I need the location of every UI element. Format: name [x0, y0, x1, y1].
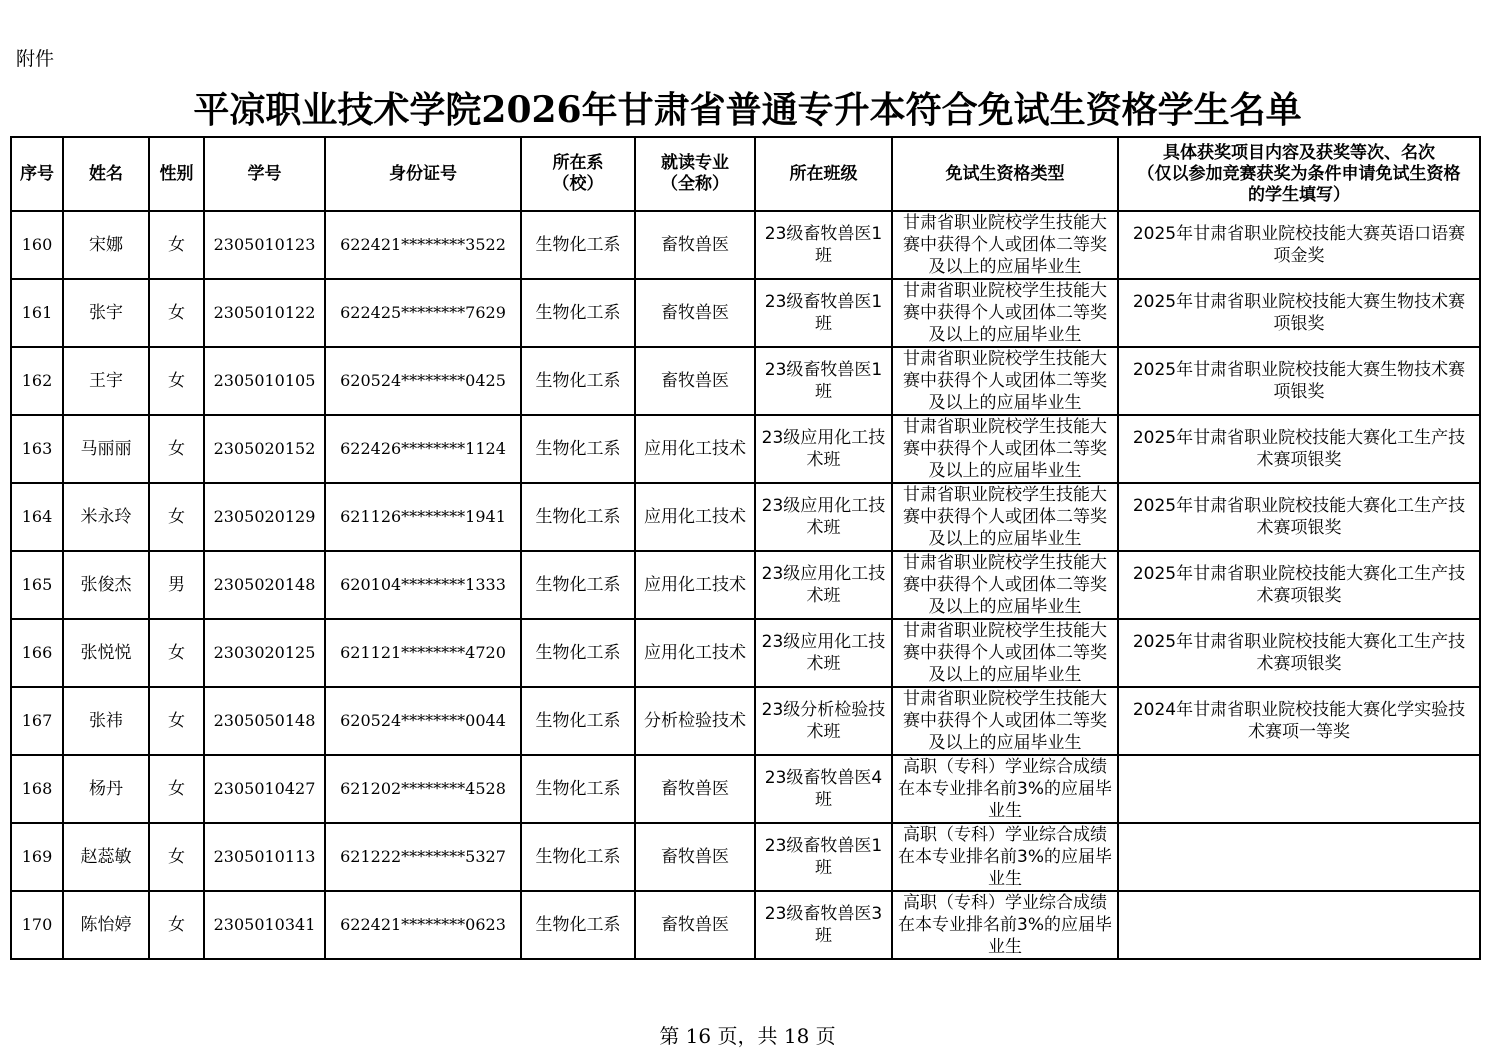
- table-body: [11, 211, 1480, 959]
- cell-department: 生物化工系: [521, 755, 635, 823]
- header-department-line2: （校）: [552, 174, 604, 194]
- cell-seq: 161: [11, 279, 63, 347]
- cell-name: 张悦悦: [63, 619, 149, 687]
- header-award-line1: 具体获奖项目内容及获奖等次、名次: [1163, 142, 1435, 163]
- table-row: [11, 415, 1480, 483]
- cell-gender: 男: [149, 551, 204, 619]
- cell-student-id: 2305010341: [204, 891, 325, 959]
- cell-qualification: 甘肃省职业院校学生技能大赛中获得个人或团体二等奖及以上的应届毕业生: [892, 483, 1118, 551]
- cell-name: 陈怡婷: [63, 891, 149, 959]
- cell-name: 马丽丽: [63, 415, 149, 483]
- cell-major: 分析检验技术: [635, 687, 755, 755]
- cell-class: 23级畜牧兽医4班: [755, 755, 892, 823]
- cell-major: 畜牧兽医: [635, 211, 755, 279]
- table-row: [11, 551, 1480, 619]
- header-department: [521, 137, 635, 211]
- cell-student-id: 2305050148: [204, 687, 325, 755]
- cell-seq: 160: [11, 211, 63, 279]
- table-row: [11, 891, 1480, 959]
- table-row: [11, 347, 1480, 415]
- cell-class: 23级应用化工技术班: [755, 483, 892, 551]
- cell-qualification: 高职（专科）学业综合成绩在本专业排名前3%的应届毕业生: [892, 823, 1118, 891]
- cell-award: [1118, 823, 1480, 891]
- header-major-line2: （全称）: [661, 174, 729, 194]
- table-row: [11, 279, 1480, 347]
- cell-id-card: 622425********7629: [325, 279, 521, 347]
- cell-award: 2025年甘肃省职业院校技能大赛生物技术赛项银奖: [1118, 347, 1480, 415]
- cell-student-id: 2305010122: [204, 279, 325, 347]
- cell-seq: 163: [11, 415, 63, 483]
- cell-class: 23级应用化工技术班: [755, 415, 892, 483]
- header-name: 姓名: [63, 137, 149, 211]
- cell-major: 畜牧兽医: [635, 755, 755, 823]
- cell-qualification: 甘肃省职业院校学生技能大赛中获得个人或团体二等奖及以上的应届毕业生: [892, 279, 1118, 347]
- cell-seq: 162: [11, 347, 63, 415]
- cell-seq: 169: [11, 823, 63, 891]
- cell-department: 生物化工系: [521, 687, 635, 755]
- header-student-id: 学号: [204, 137, 325, 211]
- cell-department: 生物化工系: [521, 823, 635, 891]
- header-class: 所在班级: [755, 137, 892, 211]
- header-seq: 序号: [11, 137, 63, 211]
- cell-department: 生物化工系: [521, 211, 635, 279]
- cell-name: 王宇: [63, 347, 149, 415]
- cell-student-id: 2305010113: [204, 823, 325, 891]
- cell-class: 23级畜牧兽医1班: [755, 211, 892, 279]
- cell-seq: 168: [11, 755, 63, 823]
- cell-qualification: 高职（专科）学业综合成绩在本专业排名前3%的应届毕业生: [892, 755, 1118, 823]
- cell-class: 23级畜牧兽医1班: [755, 279, 892, 347]
- cell-class: 23级畜牧兽医3班: [755, 891, 892, 959]
- cell-award: [1118, 755, 1480, 823]
- table-row: [11, 483, 1480, 551]
- cell-award: 2024年甘肃省职业院校技能大赛化学实验技术赛项一等奖: [1118, 687, 1480, 755]
- cell-gender: 女: [149, 823, 204, 891]
- cell-award: 2025年甘肃省职业院校技能大赛化工生产技术赛项银奖: [1118, 619, 1480, 687]
- header-award: [1118, 137, 1480, 211]
- cell-seq: 164: [11, 483, 63, 551]
- cell-id-card: 621222********5327: [325, 823, 521, 891]
- table-row: [11, 687, 1480, 755]
- table-row: [11, 619, 1480, 687]
- cell-department: 生物化工系: [521, 483, 635, 551]
- header-award-line2: （仅以参加竞赛获奖为条件申请免试生资格: [1137, 163, 1461, 184]
- cell-student-id: 2305010427: [204, 755, 325, 823]
- cell-award: [1118, 891, 1480, 959]
- cell-student-id: 2305020152: [204, 415, 325, 483]
- cell-gender: 女: [149, 415, 204, 483]
- cell-award: 2025年甘肃省职业院校技能大赛生物技术赛项银奖: [1118, 279, 1480, 347]
- cell-major: 应用化工技术: [635, 483, 755, 551]
- table-header-row: [11, 137, 1480, 211]
- cell-award: 2025年甘肃省职业院校技能大赛化工生产技术赛项银奖: [1118, 483, 1480, 551]
- cell-department: 生物化工系: [521, 891, 635, 959]
- cell-student-id: 2305010105: [204, 347, 325, 415]
- cell-id-card: 621121********4720: [325, 619, 521, 687]
- cell-gender: 女: [149, 687, 204, 755]
- cell-name: 张宇: [63, 279, 149, 347]
- cell-seq: 167: [11, 687, 63, 755]
- cell-qualification: 甘肃省职业院校学生技能大赛中获得个人或团体二等奖及以上的应届毕业生: [892, 551, 1118, 619]
- cell-major: 畜牧兽医: [635, 891, 755, 959]
- cell-award: 2025年甘肃省职业院校技能大赛化工生产技术赛项银奖: [1118, 415, 1480, 483]
- header-major-line1: 就读专业: [661, 153, 729, 173]
- header-gender: 性别: [149, 137, 204, 211]
- cell-qualification: 甘肃省职业院校学生技能大赛中获得个人或团体二等奖及以上的应届毕业生: [892, 347, 1118, 415]
- cell-gender: 女: [149, 891, 204, 959]
- attachment-label: 附件: [16, 48, 55, 70]
- cell-award: 2025年甘肃省职业院校技能大赛化工生产技术赛项银奖: [1118, 551, 1480, 619]
- cell-qualification: 甘肃省职业院校学生技能大赛中获得个人或团体二等奖及以上的应届毕业生: [892, 687, 1118, 755]
- cell-department: 生物化工系: [521, 347, 635, 415]
- cell-id-card: 620524********0425: [325, 347, 521, 415]
- cell-class: 23级应用化工技术班: [755, 619, 892, 687]
- cell-gender: 女: [149, 279, 204, 347]
- cell-major: 畜牧兽医: [635, 347, 755, 415]
- cell-department: 生物化工系: [521, 551, 635, 619]
- cell-id-card: 622421********3522: [325, 211, 521, 279]
- cell-id-card: 621202********4528: [325, 755, 521, 823]
- cell-seq: 170: [11, 891, 63, 959]
- cell-class: 23级分析检验技术班: [755, 687, 892, 755]
- cell-student-id: 2303020125: [204, 619, 325, 687]
- cell-qualification: 甘肃省职业院校学生技能大赛中获得个人或团体二等奖及以上的应届毕业生: [892, 415, 1118, 483]
- cell-id-card: 622421********0623: [325, 891, 521, 959]
- student-roster-table: [10, 136, 1481, 960]
- cell-major: 应用化工技术: [635, 551, 755, 619]
- header-department-line1: 所在系: [552, 153, 604, 173]
- cell-seq: 165: [11, 551, 63, 619]
- cell-id-card: 621126********1941: [325, 483, 521, 551]
- cell-qualification: 高职（专科）学业综合成绩在本专业排名前3%的应届毕业生: [892, 891, 1118, 959]
- cell-major: 应用化工技术: [635, 619, 755, 687]
- header-qualification: 免试生资格类型: [892, 137, 1118, 211]
- cell-major: 畜牧兽医: [635, 823, 755, 891]
- header-id-card: 身份证号: [325, 137, 521, 211]
- cell-department: 生物化工系: [521, 619, 635, 687]
- cell-department: 生物化工系: [521, 415, 635, 483]
- cell-name: 张祎: [63, 687, 149, 755]
- cell-gender: 女: [149, 755, 204, 823]
- header-award-line3: 的学生填写）: [1248, 184, 1350, 205]
- cell-seq: 166: [11, 619, 63, 687]
- cell-name: 张俊杰: [63, 551, 149, 619]
- document-title: 平凉职业技术学院2026年甘肃省普通专升本符合免试生资格学生名单: [193, 89, 1302, 131]
- table-row: [11, 823, 1480, 891]
- cell-class: 23级畜牧兽医1班: [755, 823, 892, 891]
- cell-student-id: 2305020129: [204, 483, 325, 551]
- cell-name: 宋娜: [63, 211, 149, 279]
- cell-name: 赵蕊敏: [63, 823, 149, 891]
- cell-gender: 女: [149, 483, 204, 551]
- cell-major: 应用化工技术: [635, 415, 755, 483]
- cell-student-id: 2305010123: [204, 211, 325, 279]
- cell-class: 23级应用化工技术班: [755, 551, 892, 619]
- cell-major: 畜牧兽医: [635, 279, 755, 347]
- cell-id-card: 620104********1333: [325, 551, 521, 619]
- cell-department: 生物化工系: [521, 279, 635, 347]
- table-row: [11, 211, 1480, 279]
- cell-student-id: 2305020148: [204, 551, 325, 619]
- cell-name: 杨丹: [63, 755, 149, 823]
- cell-gender: 女: [149, 619, 204, 687]
- table-row: [11, 755, 1480, 823]
- cell-gender: 女: [149, 211, 204, 279]
- cell-id-card: 620524********0044: [325, 687, 521, 755]
- cell-name: 米永玲: [63, 483, 149, 551]
- cell-qualification: 甘肃省职业院校学生技能大赛中获得个人或团体二等奖及以上的应届毕业生: [892, 211, 1118, 279]
- cell-award: 2025年甘肃省职业院校技能大赛英语口语赛项金奖: [1118, 211, 1480, 279]
- cell-id-card: 622426********1124: [325, 415, 521, 483]
- cell-qualification: 甘肃省职业院校学生技能大赛中获得个人或团体二等奖及以上的应届毕业生: [892, 619, 1118, 687]
- header-major: [635, 137, 755, 211]
- cell-class: 23级畜牧兽医1班: [755, 347, 892, 415]
- page-footer: 第 16 页，共 18 页: [659, 1024, 836, 1048]
- cell-gender: 女: [149, 347, 204, 415]
